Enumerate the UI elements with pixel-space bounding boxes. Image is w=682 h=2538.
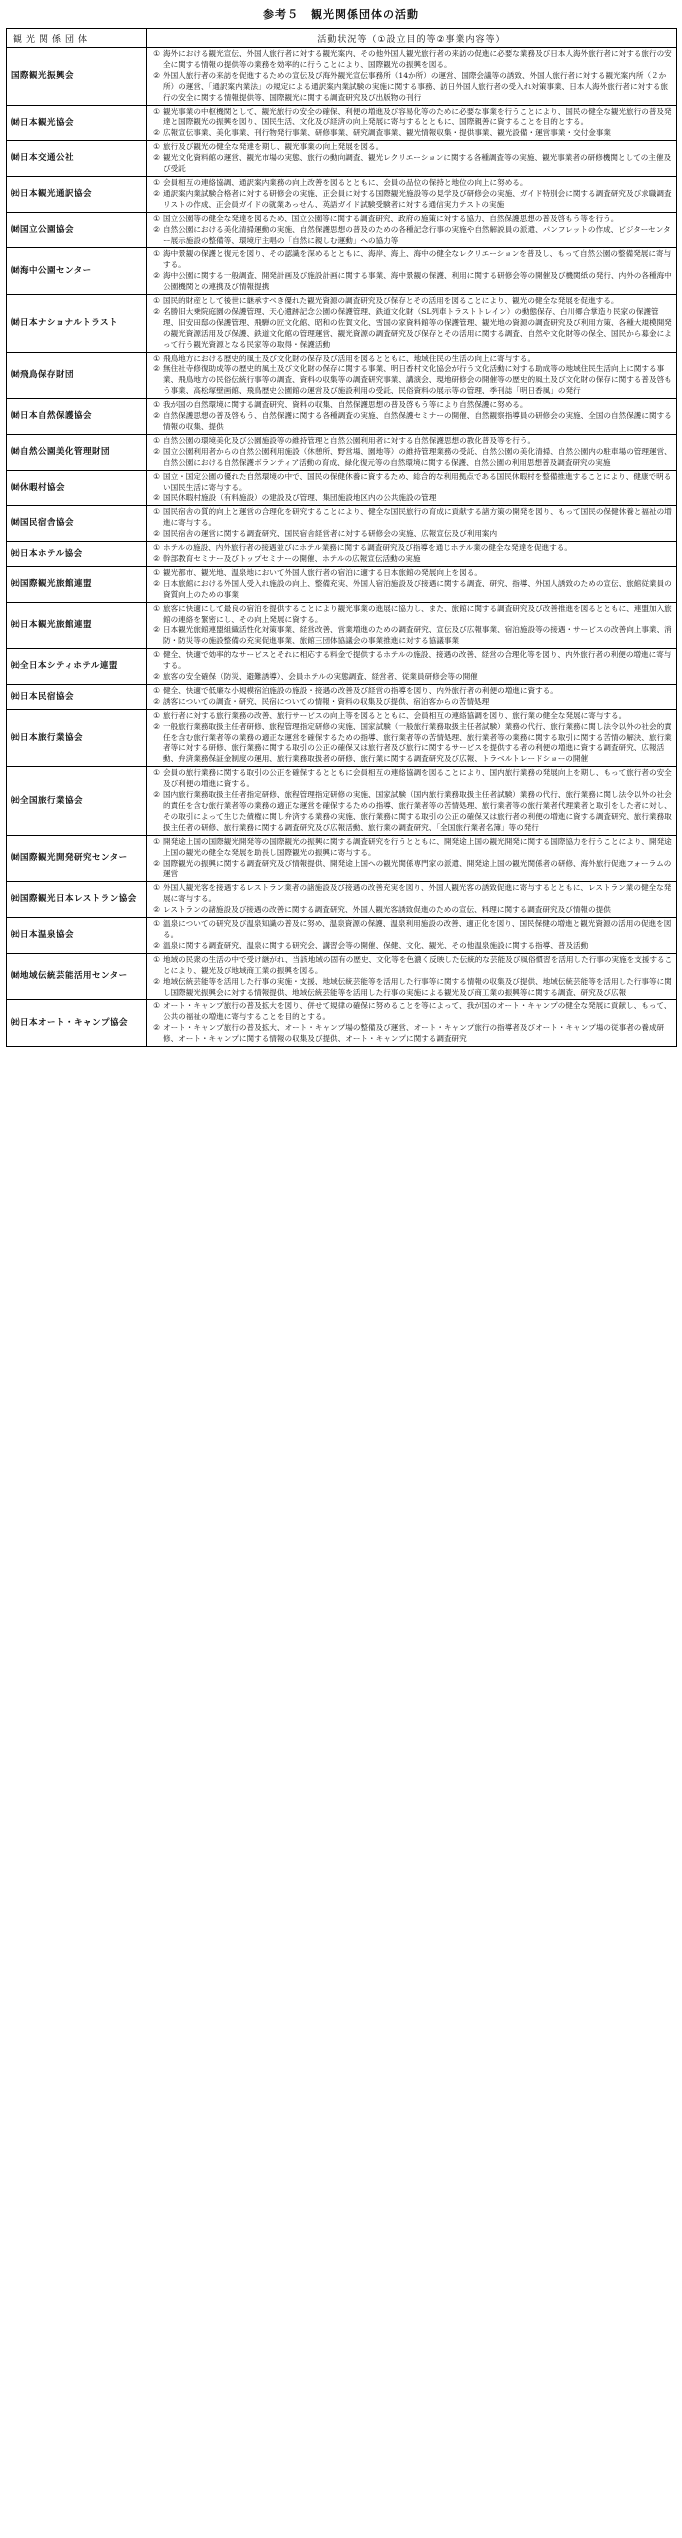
organization-name: ㈳日本観光旅館連盟 [7,602,147,649]
item-text: 広報宣伝事業、美化事業、刊行物発行事業、研修事業、研究調査事業、観光情報収集・提供事業、観光設備・運営事業・交付金事業 [163,128,612,138]
activity-cell [147,212,677,248]
organization-name: ㈳全日本シティホテル連盟 [7,649,147,685]
item-number: ① [153,106,160,116]
item-number: ② [153,976,160,986]
table-row [7,649,677,685]
activity-cell [147,176,677,212]
item-number: ② [153,364,160,374]
item-number: ① [153,471,160,481]
table-row [7,882,677,918]
table-row [7,399,677,435]
activity-cell [147,470,677,506]
activity-cell [147,1000,677,1047]
item-number: ② [153,940,160,950]
activity-item [150,722,673,766]
item-number: ① [153,543,160,553]
table-row [7,176,677,212]
item-number: ② [153,128,160,138]
item-number: ① [153,768,160,778]
item-text: 一般旅行業務取扱主任者研修、旅程管理指定研修の実施、国家試験（一般旅行業務取扱主任者試験）業務の代行、旅行業務に関し法令以外の社会的責任を含む旅行業者等の業務の適正な運営を確保するための指導、旅行業者等の苦情処理、旅行業者等の業務に関する取引に関する苦情の解決、旅行業者等に対する研修、旅行業務に関する取引の公正の確保又は旅行者及び旅行に関するサービスを提供する者の利便の増進に資する調査研究、広報活動、弁済業務保証金制度の運用、旅行業務取扱者の研修、旅行業に関する調査研究及び広報、トラベルトレードショーの開催 [163,721,672,764]
activity-item [150,883,673,905]
item-number: ② [153,696,160,706]
item-text: オート・キャンプ旅行の普及拡大を図り、併せて規律の確保に努めることを等によって、我が国のオート・キャンプの健全な発展に貢献し、もって、公共の福祉の増進に寄与することを目的とする。 [163,1001,672,1022]
activity-cell [147,566,677,602]
item-text: 開発途上国の国際観光開発等の国際観光の振興に関する調査研究を行うとともに、開発途上国の観光開発に関する国際協力を行うことにより、開発途上国の観光の健全な発展を助長し国際観光の振興に寄与する。 [163,836,672,857]
item-number: ② [153,790,160,800]
item-number: ① [153,710,160,720]
item-text: レストランの諸施設及び接遇の改善に関する調査研究、外国人観光客誘致促進のための宣伝、料理に関する調査研究及び情報の提供 [163,905,611,915]
item-text: 国民宿舎の質的向上と運営の合理化を研究することにより、健全な国民旅行の育成に貢献する諸方策の開発を図り、もって国民の保健休養と福祉の増進に寄与する。 [163,507,672,528]
organization-name: ㈶飛鳥保存財団 [7,352,147,399]
activity-item [150,153,673,175]
activity-cell [147,141,677,177]
activity-cell [147,649,677,685]
item-number: ② [153,625,160,635]
activity-item [150,625,673,647]
item-text: 地域伝統芸能等を活用した行事の実施・支援、地域伝統芸能等を活用した行事等に関する情報の収集及び提供、地域伝統芸能等を活用した行事等に関し国際観光振興会に対する情報提供、地域伝統芸能等を活用した行事の実施による観光及び商工業の振興等に関する調査、研究及び広報 [163,976,672,997]
item-text: 日本観光旅館連盟組織活性化対策事業、経営改善、営業増進のための調査研究、宣伝及び広報事業、宿泊施設等の接遇・サービスの改善向上事業、消防・防災等の施設整備の充実促進事業、旅館三団体協議会の事業推進に対する協議事業 [163,625,672,646]
item-number: ② [153,553,160,563]
item-text: 誘客についての調査・研究、民宿についての情報・資料の収集及び提供、宿泊客からの苦情処理 [163,696,490,706]
item-number: ② [153,1023,160,1033]
organization-name: ㈶自然公園美化管理財団 [7,434,147,470]
table-row [7,602,677,649]
activity-item [150,354,673,365]
activity-item [150,271,673,293]
item-number: ① [153,142,160,152]
item-text: 自然公園の環境美化及び公園施設等の維持管理と自然公園利用者に対する自然保護思想の教化普及等を行う。 [163,435,536,445]
activity-cell [147,684,677,709]
activity-item [150,1023,673,1045]
table-row [7,470,677,506]
activity-item [150,472,673,494]
item-text: 国際観光の振興に関する調査研究及び情報提供、開発途上国への観光関係専門家の派遣、開発途上国の観光関係者の研修、海外旅行促進フォーラムの運営 [163,858,672,879]
item-number: ② [153,446,160,456]
item-number: ② [153,188,160,198]
item-number: ① [153,883,160,893]
item-number: ① [153,603,160,613]
table-row [7,352,677,399]
item-number: ① [153,296,160,306]
activity-cell [147,352,677,399]
table-row [7,709,677,767]
activity-cell [147,602,677,649]
activity-item [150,214,673,225]
item-number: ① [153,177,160,187]
organization-name: ㈳国際観光旅館連盟 [7,566,147,602]
organization-name: ㈶海中公園センター [7,248,147,295]
organization-name: ㈶国民宿舎協会 [7,506,147,542]
item-text: 無住社寺修復助成等の歴史的風土及び文化財の保存に関する事業、明日香村文化協会が行う文化活動に対する助成等の地域住民生活向上に関する事業、飛鳥地方の民俗伝統行事等の調査、資料の収集等の調査研究事業、講演会、現地研修会の開催等の歴史的風土及び文化財の保存に関する普及啓もう事業、高松塚壁画館、飛鳥歴史公園館の運営及び施設利用の受託、民俗資料の展示等の管理、季刊誌「明日香風」の発行 [163,364,672,396]
activity-item [150,955,673,977]
item-number: ② [153,529,160,539]
activity-item [150,71,673,104]
activity-item [150,296,673,307]
activity-item [150,507,673,529]
activity-item [150,400,673,411]
activity-item [150,411,673,433]
activity-item [150,790,673,834]
activity-item [150,568,673,579]
activity-item [150,447,673,469]
item-text: 旅行及び観光の健全な発達を期し、観光事業の向上発展を図る。 [163,142,384,152]
activity-item [150,178,673,189]
item-text: 日本旅館における外国人受入れ施設の向上、整備充実、外国人宿泊施設及び接遇に関する調査、研究、指導、外国人誘致のための宣伝、旅館従業員の資質向上のための事業 [163,578,672,599]
organization-name: ㈶日本自然保護協会 [7,399,147,435]
activity-item [150,919,673,941]
item-number: ② [153,306,160,316]
page-title: 参考５ 観光関係団体の活動 [263,8,419,21]
item-number: ① [153,919,160,929]
item-number: ② [153,858,160,868]
item-text: 我が国の自然環境に関する調査研究、資料の収集、自然保護思想の普及啓もう等により自然保護に努める。 [163,400,528,410]
item-text: 国民的財産として後世に継承すべき優れた観光資源の調査研究及び保存とその活用を図ることにより、観光の健全な発展を促進する。 [163,296,619,306]
activity-item [150,579,673,601]
table-body [7,48,677,1047]
item-number: ② [153,411,160,421]
item-number: ① [153,435,160,445]
table-row [7,953,677,1000]
item-text: 温泉に関する調査研究、温泉に関する研究会、講習会等の開催、保健、文化、観光、その他温泉施設に関する指導、普及活動 [163,940,589,950]
activity-cell [147,882,677,918]
activity-item [150,436,673,447]
organization-name: ㈳日本民宿協会 [7,684,147,709]
item-text: 観光都市、観光地、温泉地において外国人旅行者の宿泊に適する日本旅館の発展向上を図る。 [163,567,482,577]
activity-item [150,604,673,626]
organization-name: ㈶日本観光協会 [7,105,147,141]
table-row [7,248,677,295]
item-number: ② [153,271,160,281]
activity-item [150,768,673,790]
item-text: 外国人旅行者の来訪を促進するための宣伝及び海外観光宣伝事務所（14か所）の運営、国際会議等の誘致、外国人旅行者に対する観光案内所（２か所）の運営、「通訳案内業法」の規定による通訳案内業試験の実施に関する事務、訪日外国人旅行者の受入れ対策事業、日本人海外旅行者に対する旅行の安全に関する情報提供等、国際観光に関する調査研究及び出版物の刊行 [163,70,668,102]
item-text: 健全、快適で効率的なサービスとそれに相応する料金で提供するホテルの施設、接遇の改善、経営の合理化等を図り、内外旅行者の利便の増進に寄与する。 [163,650,672,671]
item-text: 国立・国定公園の優れた自然環境の中で、国民の保健休養に資するため、総合的な利用拠点である国民休暇村を整備推進することにより、健康で明るい国民生活に寄与する。 [163,471,672,492]
item-number: ② [153,224,160,234]
table-row [7,566,677,602]
item-number: ② [153,70,160,80]
item-text: 海中景観の保護と復元を図り、その認識を深めるとともに、海岸、海上、海中の健全なレクリエーションを普及し、もって自然公園の整備発展に寄与する。 [163,249,672,270]
organization-name: ㈳日本ホテル協会 [7,542,147,567]
item-text: 旅行者に対する旅行業務の改善、旅行サービスの向上等を図るとともに、会員相互の連絡協調を図り、旅行業の健全な発展に寄与する。 [163,710,627,720]
item-text: 旅客に快適にして最良の宿泊を提供することにより観光事業の進展に協力し、また、旅館に関する調査研究及び改善推進を図るとともに、連盟加入旅館の連絡を緊密にし、その向上発展に資する。 [163,603,672,624]
organization-name: ㈳日本旅行業協会 [7,709,147,767]
organization-name: ㈶国際観光開発研究センター [7,835,147,882]
item-number: ① [153,49,160,58]
item-number: ② [153,578,160,588]
table-row [7,141,677,177]
item-text: 自然公園における美化清掃運動の実施、自然保護思想の普及のための各種記念行事の実施や自然解説員の派遣、パンフレットの作成、ビジターセンター展示施設の整備等、環境庁主唱の「自然に親しむ運動」への協力等 [163,224,671,245]
activity-cell [147,48,677,106]
organization-name: ㈶日本交通公社 [7,141,147,177]
item-number: ① [153,1001,160,1011]
table-row [7,105,677,141]
item-text: 会員の旅行業務に関する取引の公正を確保するとともに会員相互の連絡協調を図ることにより、国内旅行業務の発展向上を期し、もって旅行者の安全及び利便の増進に資する。 [163,768,672,789]
item-text: 名勝旧大乗院庭園の保護管理、天心遺跡記念公園の保護管理、鉄道文化財（SL列車トラストトレイン）の動態保存、白川郷合掌造り民家の保護管理、旧安田邸の保護管理、飛騨の匠文化館、昭和の佐賀文化、雪国の家資料館等の保護管理、観光地の資源の調査研究及び利用方策、各種大規模開発の観光資源活用及び保護、鉄道文化館の管理運営、観光資源の調査研究及び保存とその活用に関する調査、自然や文化財等の保全、国民から募金によって行う観光資源となる民家等の取得・保護活動 [163,306,672,349]
item-text: オート・キャンプ旅行の普及拡大、オート・キャンプ場の整備及び運営、オート・キャンプ旅行の指導者及びオート・キャンプ場の従事者の養成研修、オート・キャンプに関する情報の収集及び提供、オート・キャンプに関する調査研究 [163,1023,665,1044]
item-text: 自然保護思想の普及啓もう、自然保護に関する各種調査の実施、自然保護セミナーの開催、自然観察指導員の研修会の実施、全国の自然保護に関する情報の収集、提供 [163,411,672,431]
activity-cell [147,953,677,1000]
activity-item [150,529,673,540]
organization-name: ㈶休暇村協会 [7,470,147,506]
organization-name: ㈳全国旅行業協会 [7,767,147,835]
activity-cell [147,434,677,470]
item-text: 海中公園に関する一般調査、開発計画及び施設計画に関する事業、海中景観の保護、利用に関する研修会等の開催及び機関紙の発行、内外の各種海中公園機関との連携及び情報提携 [163,271,672,292]
activity-item [150,249,673,271]
item-text: 観光文化資料館の運営、観光市場の実態、旅行の動向調査、観光レクリエーションに関する各種調査等の実施、観光事業者の研修機関としての主催及び受託 [163,153,672,174]
item-text: 通訳案内業試験合格者に対する研修会の実施、正会員に対する国際観光施設等の見学及び研修会の実施、ガイド特別会に関する調査研究及び求職調査リストの作成、正会員ガイドの就業あっせん、英語ガイド試験受験者に対する通信実力テストの実施 [163,188,672,209]
item-text: 国民宿舎の運営に関する調査研究、国民宿舎経営者に対する研修会の実施、広報宣伝及び利用案内 [163,529,498,539]
item-number: ② [153,721,160,731]
activity-cell [147,709,677,767]
item-text: 国内旅行業務取扱主任者指定研修、旅程管理指定研修の実施、国家試験（国内旅行業務取扱主任者試験）業務の代行、旅行業務に関し法令以外の社会的責任を含む旅行業者等の業務の適正な運営を確保するための指導、旅行業者等の苦情処理、旅行業者等の旅行業者代理業者と取引をした者に対し、その取引によって生じた債権に関し弁済する業務の実施、旅行業務に関する取引の公正の確保又は旅行者の利便の増進に資する調査研究、旅行業務取扱主任者の研修、旅行業務に関する調査研究及び広報活動、旅行業の調査研究、「全国旅行業者名簿」等の発行 [163,790,672,832]
item-number: ② [153,905,160,915]
table-row [7,212,677,248]
activity-cell [147,295,677,353]
activity-item [150,49,673,71]
activity-item [150,650,673,672]
activity-cell [147,105,677,141]
activity-item [150,941,673,952]
activity-item [150,128,673,139]
activity-item [150,307,673,351]
activity-cell [147,542,677,567]
organization-name: ㈳日本観光通訳協会 [7,176,147,212]
item-text: 地域の民衆の生活の中で受け継がれ、当該地域の固有の歴史、文化等を色濃く反映した伝統的な芸能及び風俗慣習を活用した行事の実施を支援することにより、観光及び地域商工業の振興を図る。 [163,954,673,975]
table-row [7,434,677,470]
item-number: ① [153,213,160,223]
item-number: ① [153,567,160,577]
organization-name: ㈶国立公園協会 [7,212,147,248]
item-number: ① [153,400,160,410]
table-row [7,767,677,835]
table-row [7,684,677,709]
activity-item [150,905,673,916]
activity-cell [147,506,677,542]
item-text: 旅客の安全確保（防災、避難誘導）、会員ホテルの実態調査、経営者、従業員研修会等の開催 [163,672,478,682]
activity-item [150,686,673,697]
table-row [7,542,677,567]
item-text: 健全、快適で低廉な小規模宿泊施設の施設・接遇の改善及び経営の指導を図り、内外旅行者の利便の増進に資する。 [163,685,558,695]
activity-item [150,859,673,881]
organization-name: ㈳日本オート・キャンプ協会 [7,1000,147,1047]
item-text: 観光事業の中枢機関として、観光旅行の安全の確保、利便の増進及び容易化等のために必要な事業を行うことにより、国民の健全な観光旅行の普及発達と国際観光の振興を図り、国民生活、文化及び経済の向上発展に寄与するとともに、国際親善に資することを目的とする。 [163,106,672,127]
table-row [7,918,677,954]
activity-item [150,1001,673,1023]
organization-name: ㈶日本ナショナルトラスト [7,295,147,353]
item-number: ① [153,249,160,259]
activity-cell [147,918,677,954]
activity-item [150,142,673,153]
item-text: 海外における観光宣伝、外国人旅行者に対する観光案内、その他外国人観光旅行者の来訪の促進に必要な業務及び日本人海外旅行者に対する旅行の安全に関する情報の提供等の業務を効率的に行うことにより、国際観光の振興を図る。 [163,49,672,69]
item-text: 国立公園利用者からの自然公園利用施設（休憩所、野営場、園地等）の維持管理業務の受託、自然公園の美化清掃、自然公園内の駐車場の管理運営、自然公園における自然保護ボランティア活動の育成、緑化復元等の自然環境に関する保護、自然公園の利用思想普及調査研究の実施 [163,446,672,467]
activity-item [150,225,673,247]
item-text: 幹部教育セミナー及びトップセミナーの開催、ホテルの広報宣伝活動の実施 [163,553,421,563]
item-number: ① [153,836,160,846]
activity-item [150,672,673,683]
activity-item [150,189,673,211]
item-text: 国民休暇村施設（有料施設）の建設及び管理、集団施設地区内の公共施設の管理 [163,493,437,503]
activity-item [150,107,673,129]
item-text: 国立公園等の健全な発達を図るため、国立公園等に関する調査研究、政府の施策に対する協力、自然保護思想の普及啓もう等を行う。 [163,213,619,223]
item-number: ① [153,353,160,363]
table-header-row [7,29,677,48]
item-number: ① [153,507,160,517]
item-text: 温泉についての研究及び温泉知識の普及に努め、温泉資源の保護、温泉利用施設の改善、適正化を図り、国民保健の増進と観光資源の活用の促進を図る。 [163,919,672,939]
table-row [7,48,677,106]
organization-name: 国際観光振興会 [7,48,147,106]
item-text: 飛鳥地方における歴史的風土及び文化財の保存及び活用を図るとともに、地域住民の生活の向上に寄与する。 [163,353,536,363]
activity-cell [147,767,677,835]
activity-cell [147,248,677,295]
activity-cell [147,399,677,435]
item-number: ① [153,650,160,660]
activity-item [150,697,673,708]
item-number: ① [153,954,160,964]
activity-item [150,493,673,504]
organization-name: ㈳日本温泉協会 [7,918,147,954]
activity-item [150,837,673,859]
header-activities: 活動状況等（①設立目的等②事業内容等） [147,29,677,48]
activity-cell [147,835,677,882]
item-text: ホテルの施設、内外旅行者の接遇並びにホテル業務に関する調査研究及び指導を通じホテル業の健全な発達を促進する。 [163,543,572,553]
item-text: 外国人観光客を接遇するレストラン業者の諸施設及び接遇の改善充実を図り、外国人観光客の誘致促進に寄与するとともに、レストラン業の健全な発展に寄与する。 [163,883,672,904]
activity-item [150,977,673,999]
table-row [7,295,677,353]
activity-item [150,554,673,565]
activity-item [150,711,673,722]
item-number: ② [153,672,160,682]
table-row [7,1000,677,1047]
organizations-table [6,28,677,1047]
table-row [7,835,677,882]
item-number: ② [153,493,160,503]
organization-name: ㈳国際観光日本レストラン協会 [7,882,147,918]
table-row [7,506,677,542]
organization-name: ㈶地域伝統芸能活用センター [7,953,147,1000]
header-organization: 観光関係団体 [7,29,147,48]
item-text: 会員相互の連絡協調、通訳案内業務の向上改善を図るとともに、会員の品位の保持と地位の向上に努める。 [163,177,528,187]
activity-item [150,364,673,397]
item-number: ② [153,153,160,163]
item-number: ① [153,685,160,695]
activity-item [150,543,673,554]
